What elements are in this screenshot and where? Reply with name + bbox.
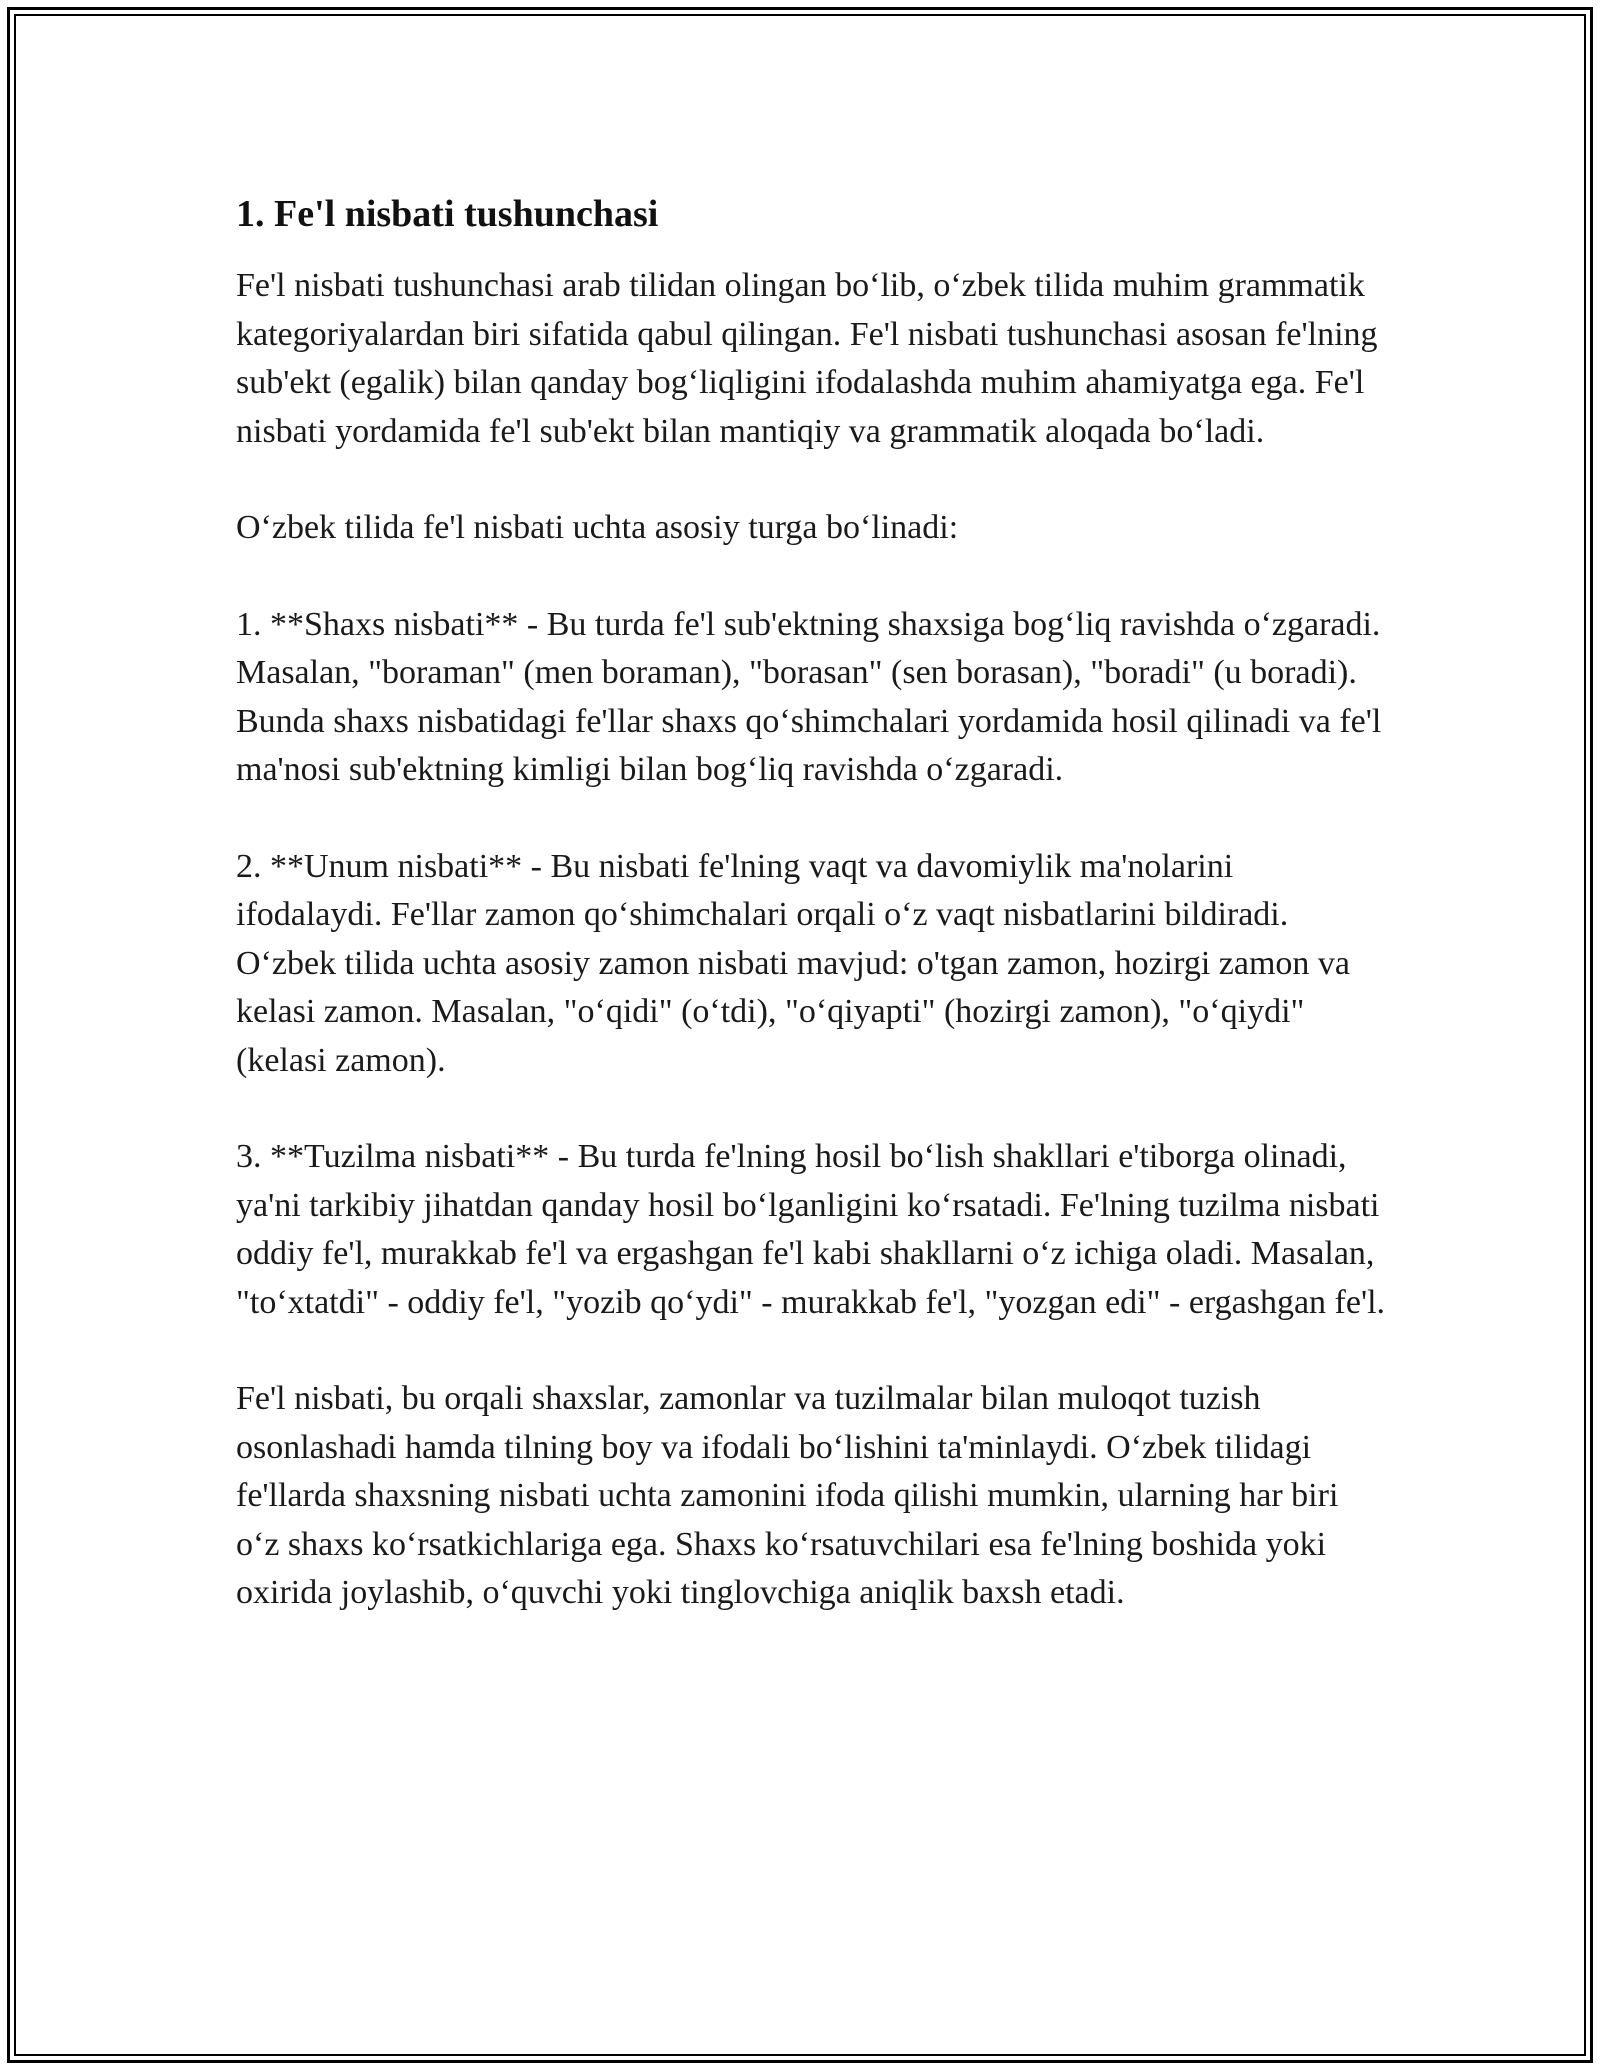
paragraph-intro: Fe'l nisbati tushunchasi arab tilidan olingan bo‘lib, o‘zbek tilida muhim grammatik kategoriyalardan biri sifatida qabul qilingan. Fe'l nisbati tushunchasi asosan fe'lning sub'ekt (egalik) bilan qanday bog‘liqligini ifodalashda muhim ahamiyatga ega. Fe'l nisbati yordamida fe'l sub'ekt bilan mantiqiy va grammatik aloqada bo‘ladi. bbox=[236, 267, 1378, 450]
paragraph-conclusion: Fe'l nisbati, bu orqali shaxslar, zamonlar va tuzilmalar bilan muloqot tuzish osonlashadi hamda tilning boy va ifodali bo‘lishini ta'minlaydi. O‘zbek tilidagi fe'llarda shaxsning nisbati uchta zamonini ifoda qilishi mumkin, ularning har biri o‘z shaxs ko‘rsatkichlariga ega. Shaxs ko‘rsatuvchilari esa fe'lning boshida yoki oxirida joylashib, o‘quvchi yoki tinglovchiga aniqlik baxsh etadi. bbox=[236, 1380, 1339, 1611]
document-body bbox=[236, 186, 1386, 1618]
paragraph-tuzilma-nisbati: 3. **Tuzilma nisbati** - Bu turda fe'lning hosil bo‘lish shakllari e'tiborga olinadi, ya'ni tarkibiy jihatdan qanday hosil bo‘lganligini ko‘rsatadi. Fe'lning tuzilma nisbati oddiy fe'l, murakkab fe'l va ergashgan fe'l kabi shakllarni o‘z ichiga oladi. Masalan, "to‘xtatdi" - oddiy fe'l, "yozib qo‘ydi" - murakkab fe'l, "yozgan edi" - ergashgan fe'l. bbox=[236, 1138, 1386, 1321]
paragraph-shaxs-nisbati: 1. **Shaxs nisbati** - Bu turda fe'l sub'ektning shaxsiga bog‘liq ravishda o‘zgaradi. Masalan, "boraman" (men boraman), "borasan" (sen borasan), "boradi" (u boradi). Bunda shaxs nisbatidagi fe'llar shaxs qo‘shimchalari yordamida hosil qilinadi va fe'l ma'nosi sub'ektning kimligi bilan bog‘liq ravishda o‘zgaradi. bbox=[236, 605, 1382, 788]
paragraph-unum-nisbati: 2. **Unum nisbati** - Bu nisbati fe'lning vaqt va davomiylik ma'nolarini ifodalaydi. Fe'llar zamon qo‘shimchalari orqali o‘z vaqt nisbatlarini bildiradi. O‘zbek tilida uchta asosiy zamon nisbati mavjud: o'tgan zamon, hozirgi zamon va kelasi zamon. Masalan, "o‘qidi" (o‘tdi), "o‘qiyapti" (hozirgi zamon), "o‘qiydi" (kelasi zamon). bbox=[236, 847, 1350, 1079]
paragraph-types-intro: O‘zbek tilida fe'l nisbati uchta asosiy turga bo‘linadi: bbox=[236, 509, 959, 546]
document-title: 1. Fe'l nisbati tushunchasi bbox=[236, 193, 659, 235]
